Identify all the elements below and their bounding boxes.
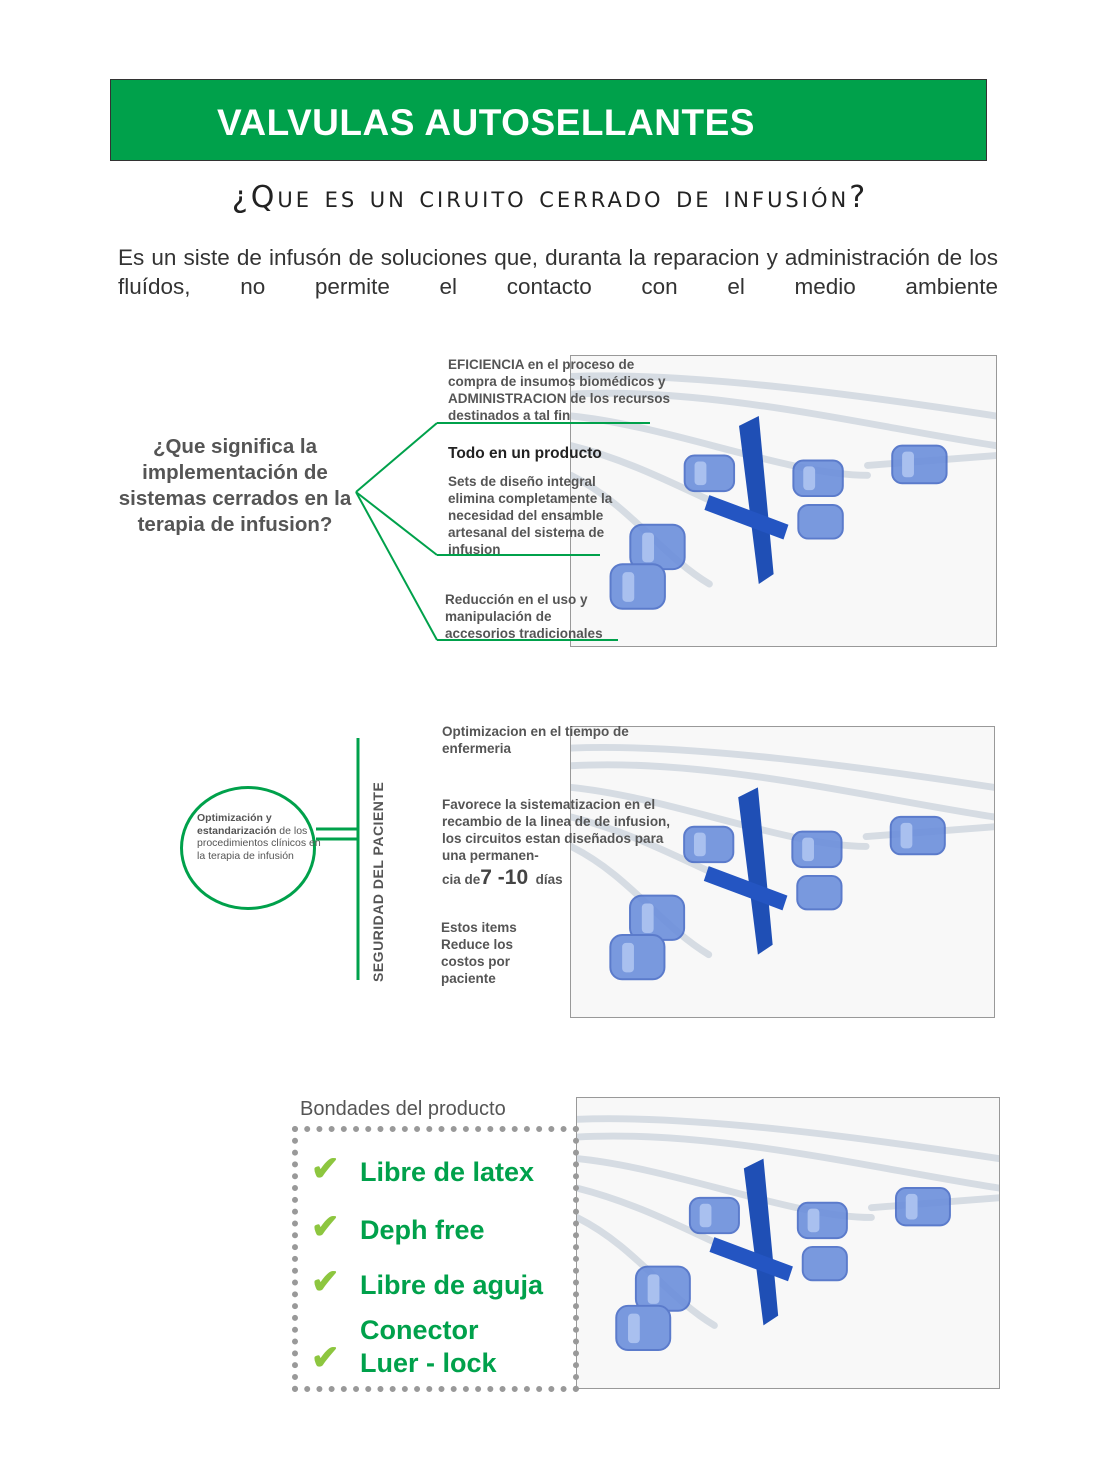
days-suffix: días bbox=[535, 872, 563, 887]
label-costos: Estos items Reduce los costos por paciente bbox=[441, 920, 517, 986]
vertical-label-seguridad: SEGURIDAD DEL PACIENTE bbox=[370, 781, 386, 982]
check-icon: ✔ bbox=[311, 1263, 340, 1301]
label-reduccion: Reducción en el uso y manipulación de accesorios tradicionales bbox=[445, 592, 603, 641]
check-icon: ✔ bbox=[311, 1150, 340, 1188]
days-value: 7 -10 bbox=[480, 866, 529, 889]
bondad-item: Conector Luer - lock bbox=[360, 1315, 497, 1378]
label-dias bbox=[442, 866, 563, 889]
label-optimizacion-tiempo: Optimizacion en el tiempo de enfermeria bbox=[442, 724, 629, 756]
ellipse-bold-text: Optimización y estandarización bbox=[197, 812, 277, 837]
intro-text: Es un siste de infusón de soluciones que, duranta la reparacion y administración de los fluídos, no permite el contacto con el medio ambiente bbox=[118, 245, 998, 299]
bondad-item: Deph free bbox=[360, 1215, 485, 1245]
bondad-item: Libre de aguja bbox=[360, 1270, 544, 1300]
question-closed-systems: ¿Que significa la implementación de sistemas cerrados en la terapia de infusion? bbox=[118, 435, 352, 536]
subtitle: ¿Que es un ciruito cerrado de infusión? bbox=[231, 180, 869, 215]
ellipse-rest-text: de los procedimientos clínicos en la terapia de infusión bbox=[197, 824, 321, 862]
bondades-title: Bondades del producto bbox=[300, 1098, 506, 1120]
label-eficiencia: EFICIENCIA en el proceso de compra de insumos biomédicos y ADMINISTRACION de los recursos destinados a tal fin bbox=[448, 357, 671, 423]
product-photo-3 bbox=[576, 1097, 1000, 1389]
page-title: VALVULAS AUTOSELLANTES bbox=[217, 102, 755, 143]
label-todo-en-un-producto: Todo en un producto bbox=[448, 445, 602, 462]
check-icon: ✔ bbox=[311, 1339, 340, 1377]
label-favorece: Favorece la sistematizacion en el recambio de la linea de de infusion, los circuitos estan diseñados para una permanen- bbox=[442, 797, 671, 863]
ellipse-text bbox=[197, 812, 321, 862]
label-sets-diseno: Sets de diseño integral elimina completamente la necesidad del ensamble artesanal del sistema de infusion bbox=[448, 474, 613, 557]
bondad-item: Libre de latex bbox=[360, 1157, 535, 1187]
check-icon: ✔ bbox=[311, 1208, 340, 1246]
days-prefix: cia de bbox=[442, 872, 481, 887]
